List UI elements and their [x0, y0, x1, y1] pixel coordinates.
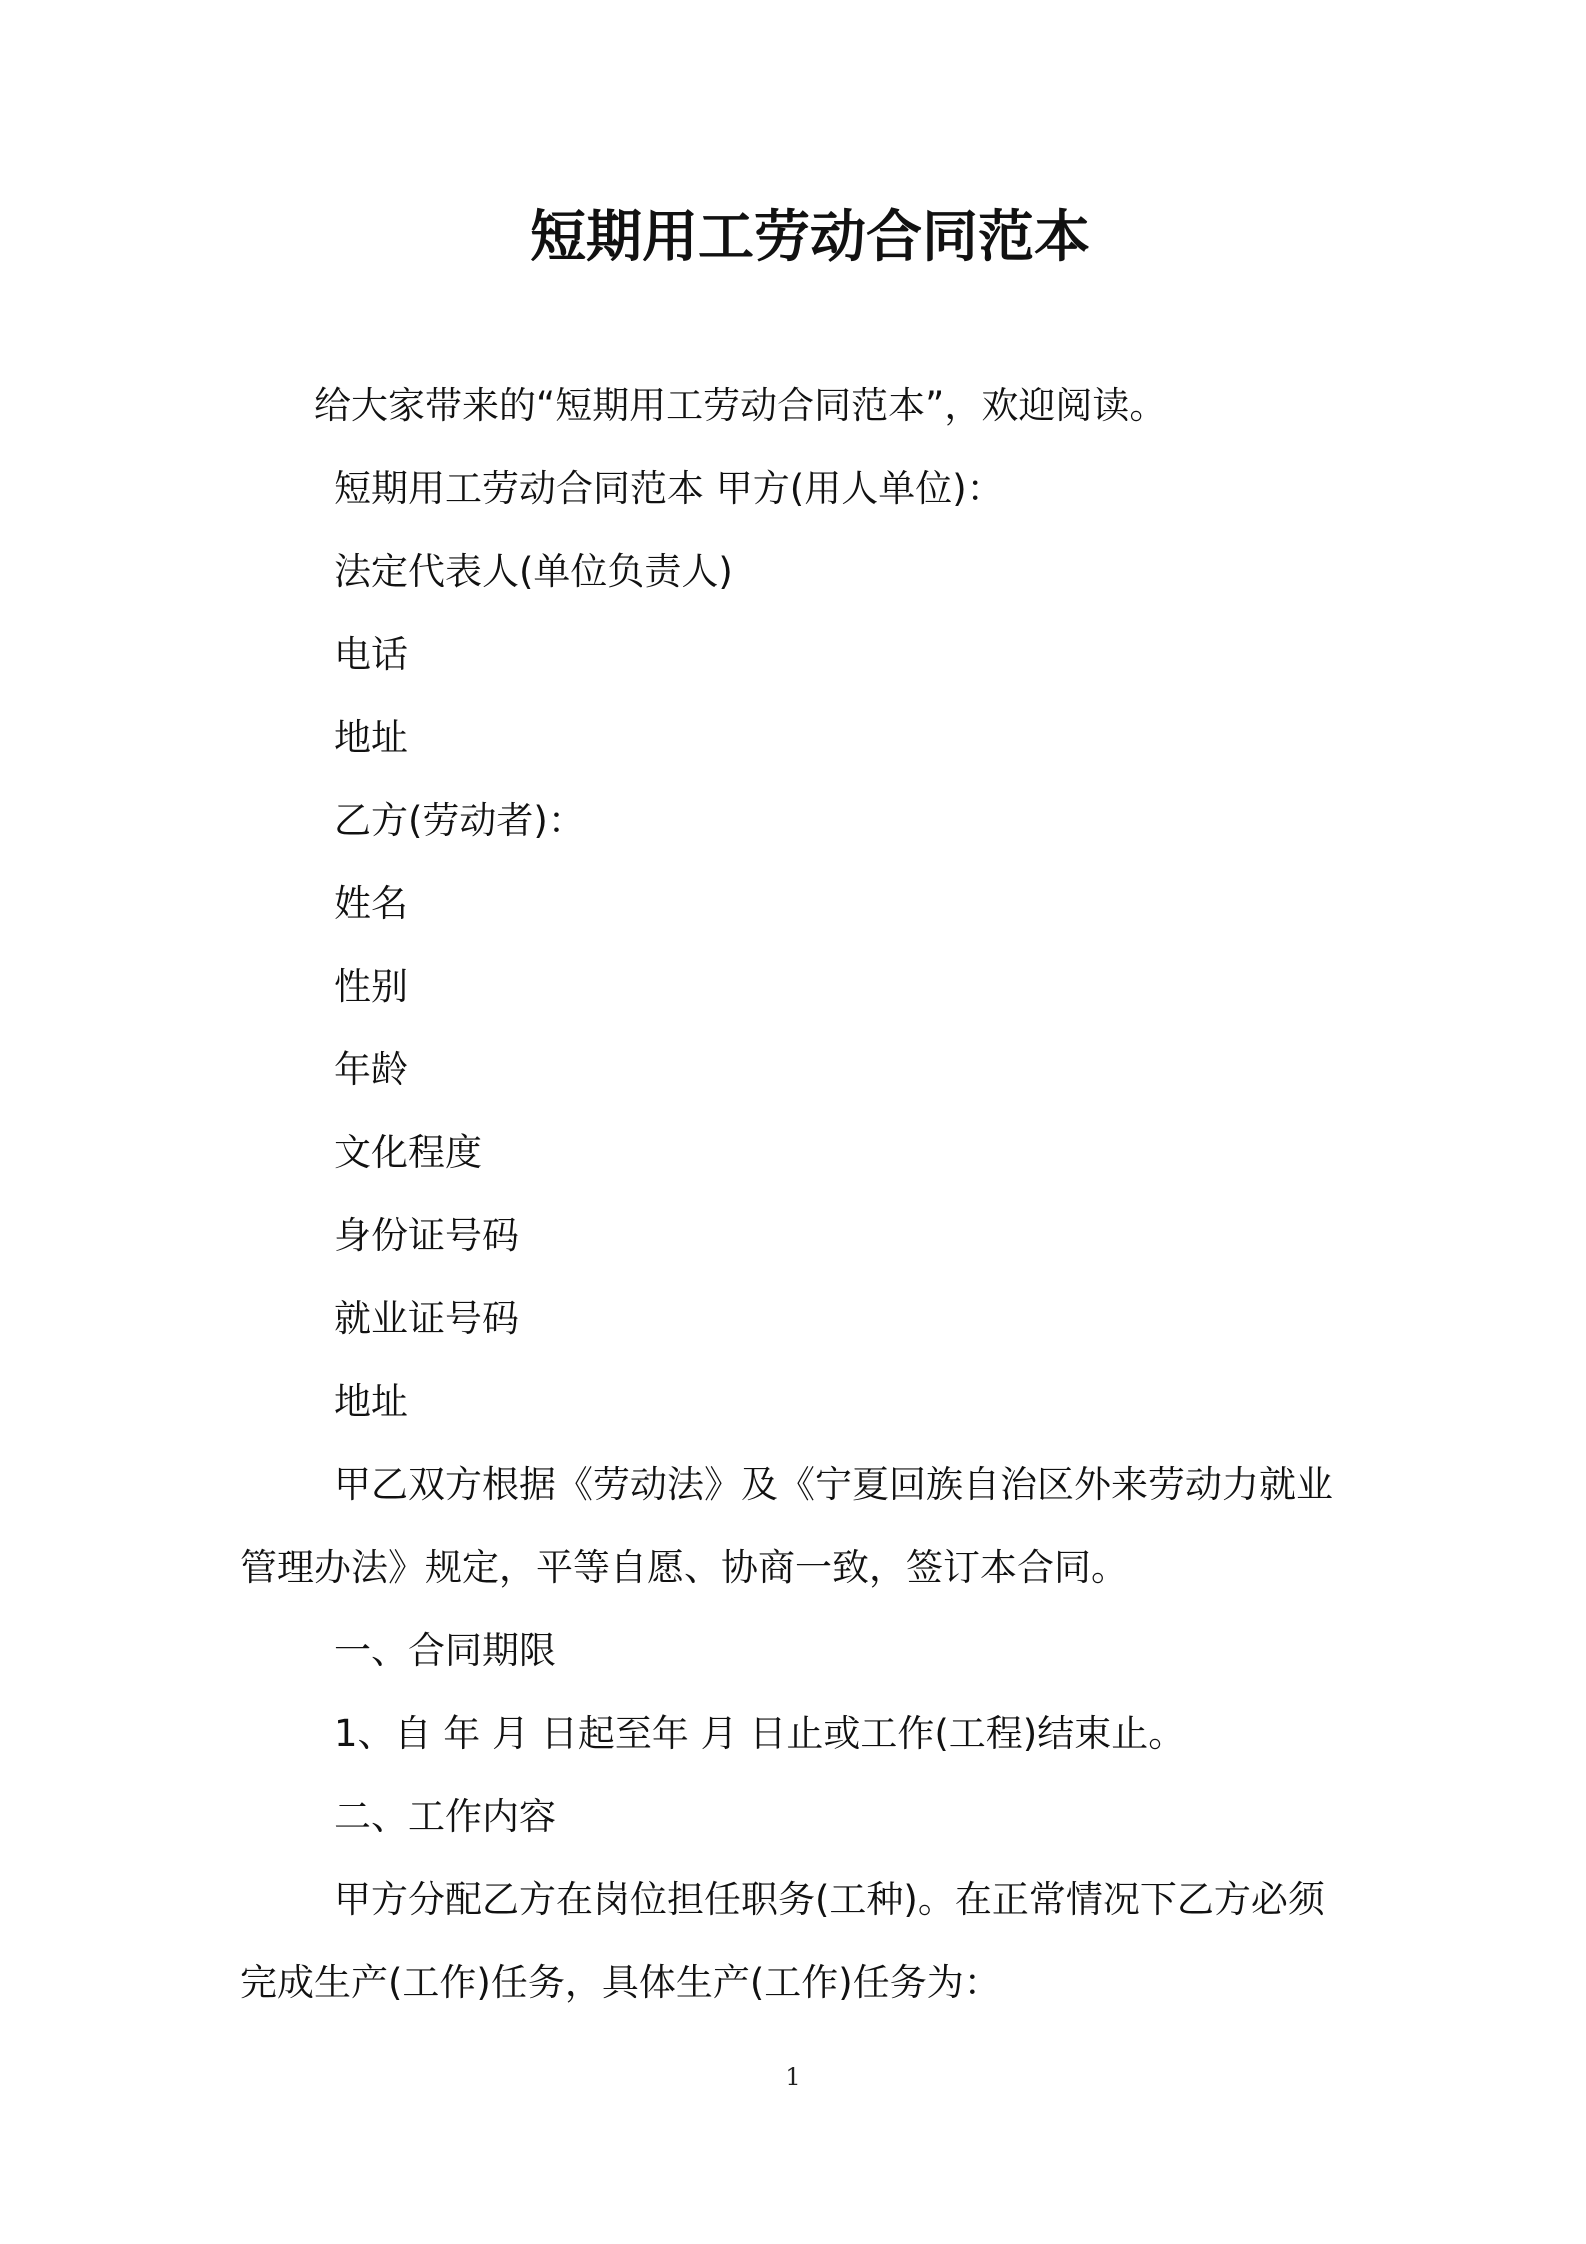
legal-representative-line: 法定代表人(单位负责人) — [334, 550, 733, 593]
party-a-heading: 短期用工劳动合同范本 甲方(用人单位)： — [334, 467, 1004, 510]
contract-term-heading: 一、合同期限 — [334, 1629, 556, 1672]
legal-basis-paragraph-continuation: 管理办法》规定，平等自愿、协商一致，签订本合同。 — [240, 1546, 1128, 1589]
intro-line: 给大家带来的“短期用工劳动合同范本”，欢迎阅读。 — [314, 384, 1167, 427]
work-content-paragraph-first: 甲方分配乙方在岗位担任职务(工种)。在正常情况下乙方必须 — [334, 1878, 1325, 1921]
work-content-heading: 二、工作内容 — [334, 1795, 556, 1838]
employment-card-line: 就业证号码 — [334, 1297, 519, 1340]
page-number: 1 — [785, 2063, 801, 2091]
party-b-heading: 乙方(劳动者)： — [334, 799, 585, 842]
document-title: 短期用工劳动合同范本 — [530, 205, 1090, 270]
gender-line: 性别 — [334, 965, 408, 1008]
age-line: 年龄 — [334, 1048, 408, 1091]
name-line: 姓名 — [334, 882, 408, 925]
party-a-address-line: 地址 — [334, 716, 408, 759]
legal-basis-paragraph-first: 甲乙双方根据《劳动法》及《宁夏回族自治区外来劳动力就业 — [334, 1463, 1333, 1506]
contract-term-item: 1、自 年 月 日起至年 月 日止或工作(工程)结束止。 — [334, 1712, 1186, 1755]
work-content-paragraph-continuation: 完成生产(工作)任务，具体生产(工作)任务为： — [240, 1961, 1001, 2004]
id-number-line: 身份证号码 — [334, 1214, 519, 1257]
party-a-phone-line: 电话 — [334, 633, 408, 676]
education-line: 文化程度 — [334, 1131, 482, 1174]
party-b-address-line: 地址 — [334, 1380, 408, 1423]
